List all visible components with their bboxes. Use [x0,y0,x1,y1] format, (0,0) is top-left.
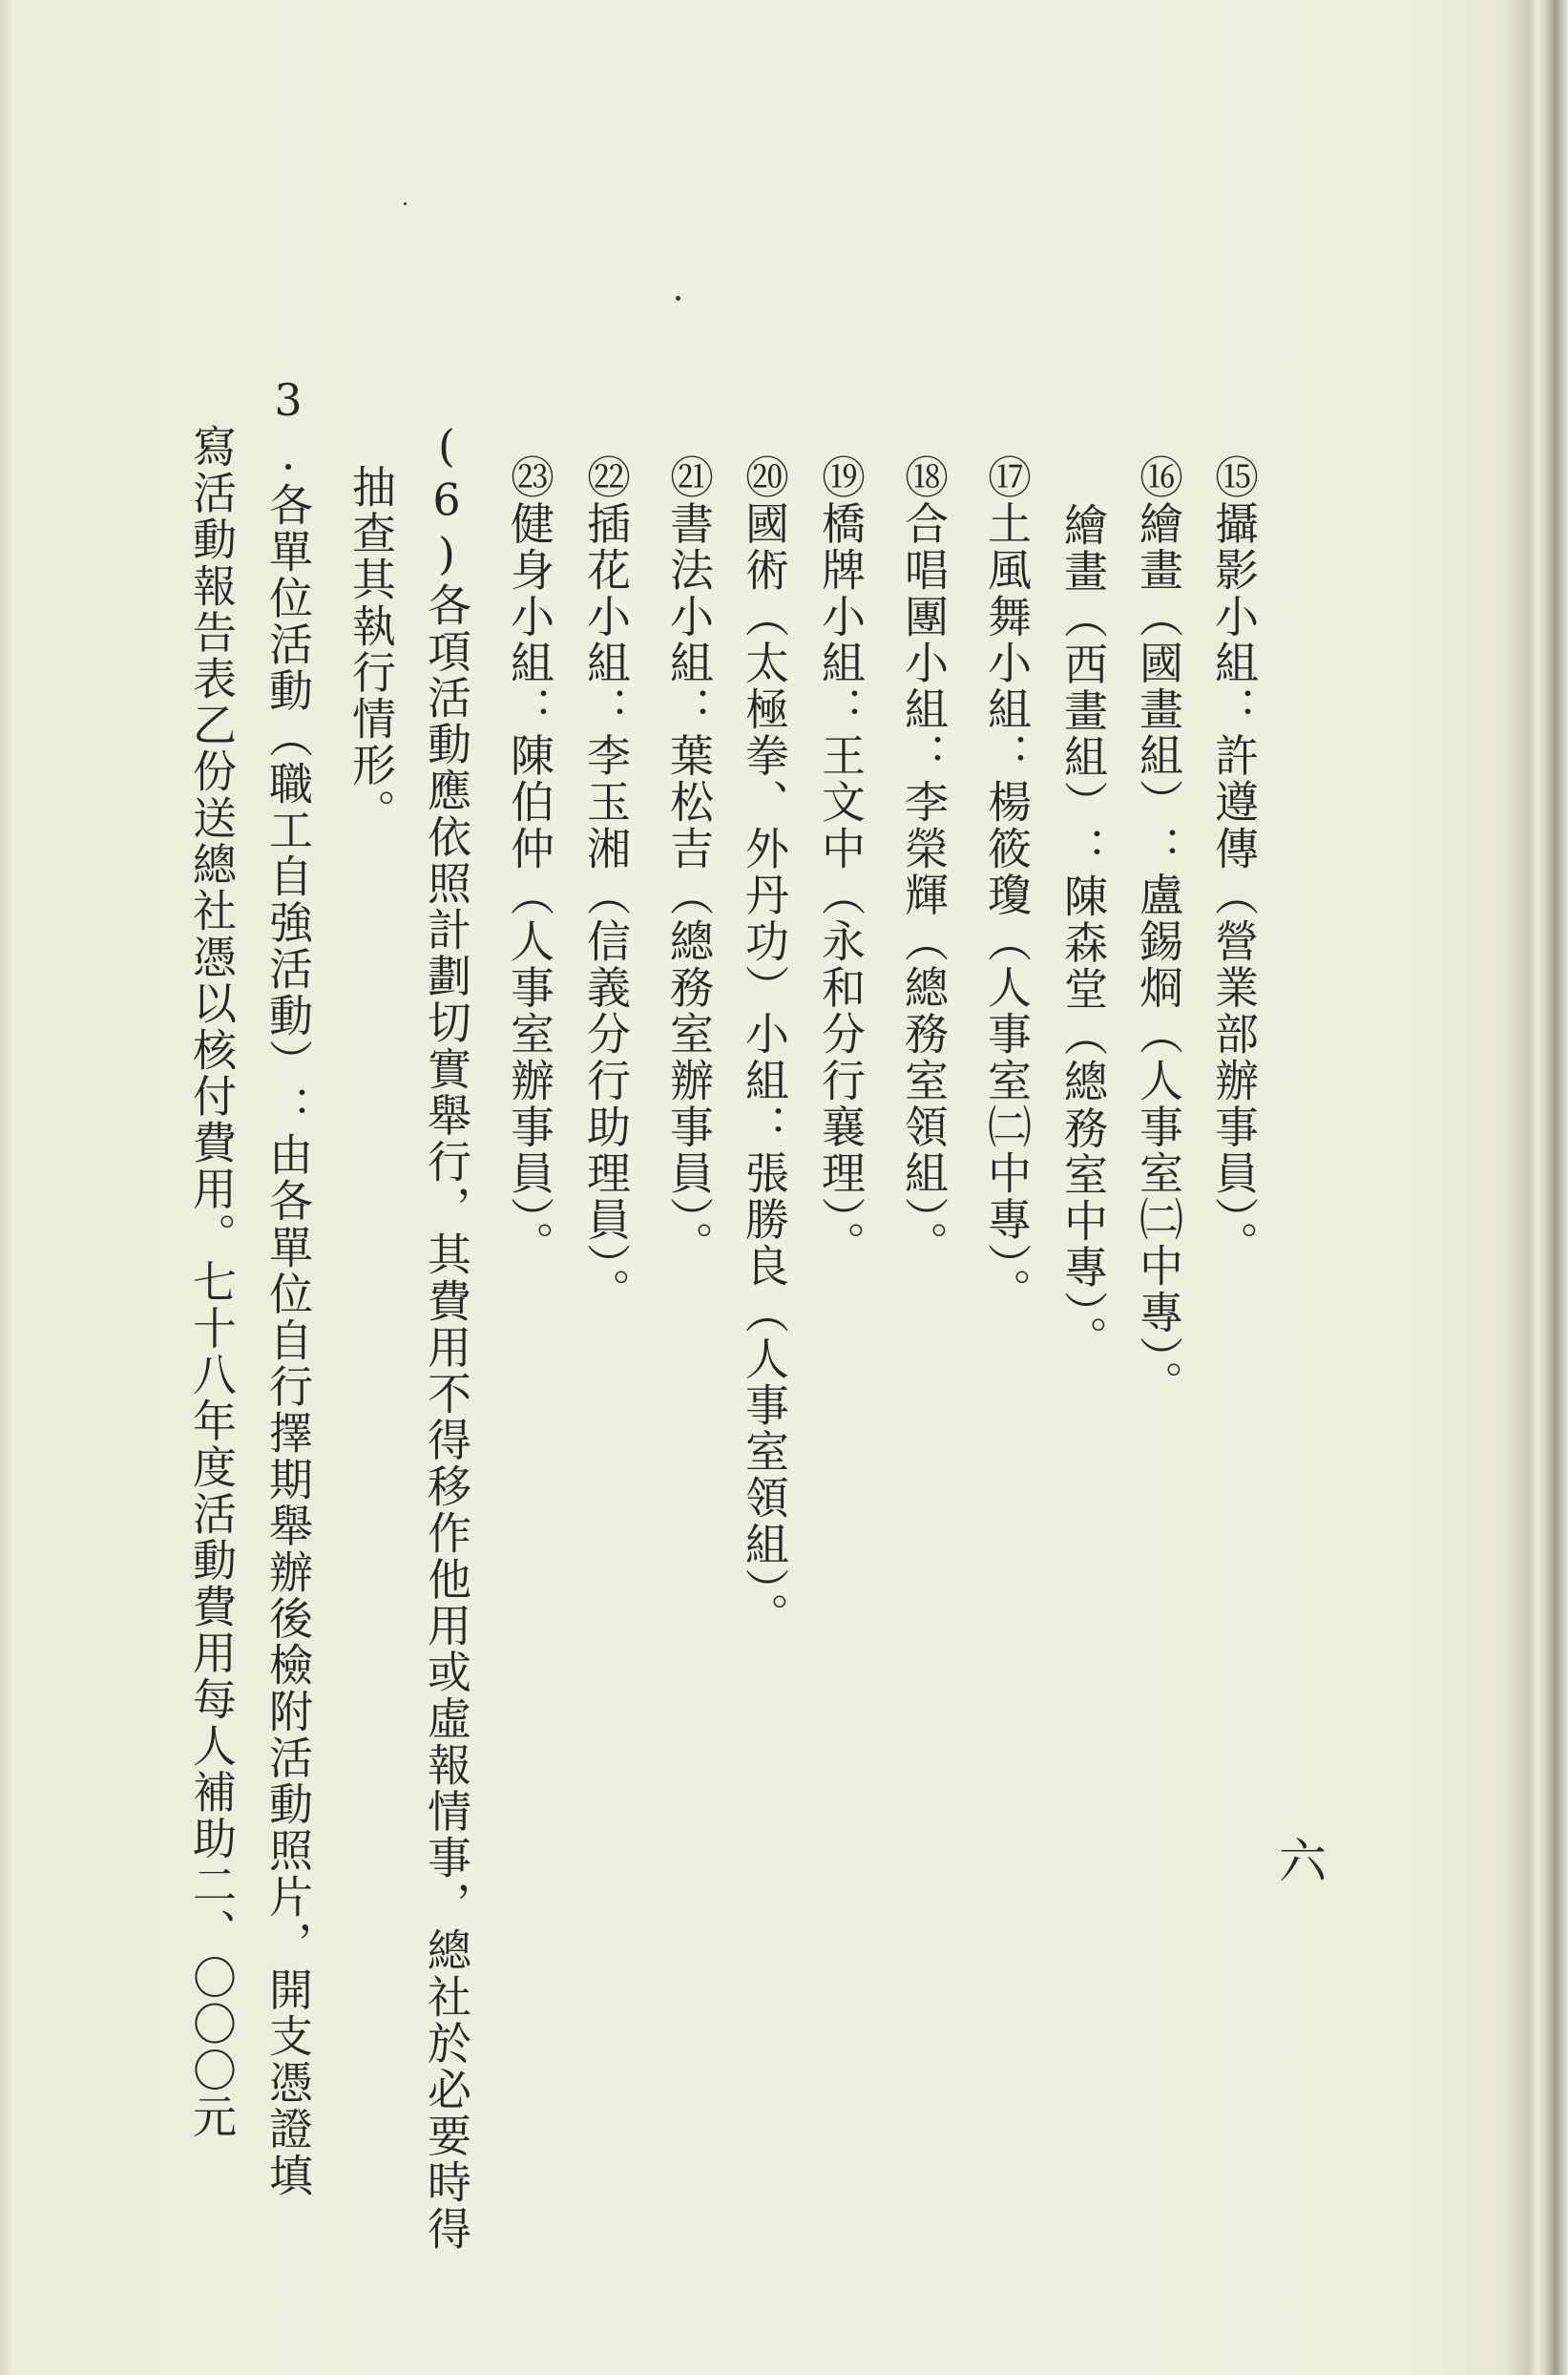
text-column-17: ⑰土風舞小組：楊筱瓊（人事室㈡中專）。 [981,454,1033,1314]
text-column-18: ⑱合唱團小組：李榮輝（總務室領組）。 [898,454,950,1268]
paragraph-6-line-1: (6)各項活動應依照計劃切實舉行，其費用不得移作他用或虛報情事，總社於必要時得 [421,420,472,2253]
page-number: 六 [1279,1834,1327,1889]
section-3-line-2: 寫活動報告表乙份送總社憑以核付費用。七十八年度活動費用每人補助二、〇〇〇元 [186,424,238,2141]
text-column-15: ⑮攝影小組：許遵傳（營業部辦事員）。 [1208,454,1260,1268]
speck [676,296,680,301]
speck [404,202,407,205]
text-column-21: ㉑書法小組：葉松吉（總務室辦事員）。 [663,454,715,1268]
section-3-line-1: 3.各單位活動（職工自強活動）：由各單位自行擇期舉辦後檢附活動照片，開支憑證填 [262,374,314,2199]
text-column-23: ㉓健身小組：陳伯仲（人事室辦事員）。 [504,454,555,1268]
paragraph-6-line-2: 抽查其執行情形。 [345,464,397,835]
text-column-16b: 繪畫（西畫組）：陳森堂（總務室中專）。 [1057,502,1109,1362]
text-column-16: ⑯繪畫（國畫組）：盧錫烱（人事室㈡中專）。 [1133,454,1184,1407]
text-column-20: ⑳國術（太極拳、外丹功）小組：張勝良（人事室領組）。 [739,454,790,1639]
text-column-19: ⑲橋牌小組：王文中（永和分行襄理）。 [815,454,867,1268]
text-column-22: ㉒插花小組：李玉湘（信義分行助理員）。 [580,454,632,1314]
